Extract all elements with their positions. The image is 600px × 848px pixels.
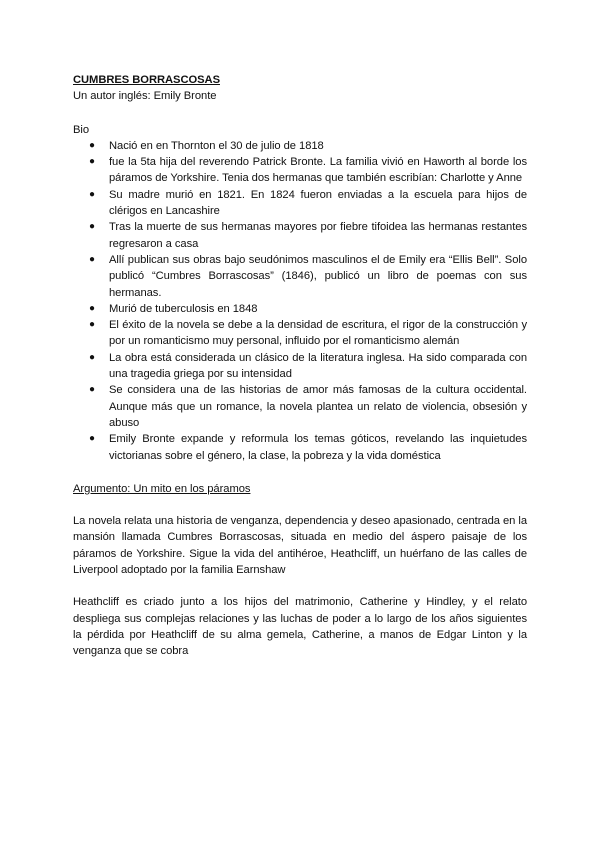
bullet-icon: ● bbox=[89, 221, 95, 233]
bio-list-item: ● El éxito de la novela se debe a la densidad de escritura, el rigor de la construcción y por un romanticismo muy personal, influido por el romanticismo alemán bbox=[89, 319, 527, 348]
argument-paragraph: Heathcliff es criado junto a los hijos del matrimonio, Catherine y Hindley, y el relato despliega sus complejas relaciones y las luchas de poder a lo largo de los años siguientes la pérdida por Heathcliff de su alma gemela, Catherine, a manos de Edgar Linton y la venganza que se cobra bbox=[73, 596, 527, 658]
bullet-icon: ● bbox=[89, 139, 95, 151]
bullet-icon: ● bbox=[89, 433, 95, 445]
bio-list-item: ● Murió de tuberculosis en 1848 bbox=[97, 301, 527, 317]
bullet-icon: ● bbox=[89, 188, 95, 200]
bullet-icon: ● bbox=[89, 319, 95, 331]
bio-list-item: ● Su madre murió en 1821. En 1824 fueron enviadas a la escuela para hijos de clérigos en Lancashire bbox=[89, 188, 527, 218]
bio-list-item: ● Emily Bronte expande y reformula los temas góticos, revelando las inquietudes victorianas sobre el género, la clase, la pobreza y la vida doméstica bbox=[89, 433, 527, 462]
bio-list-item: ● Se considera una de las historias de amor más famosas de la cultura occidental. Aunque más que un romance, la novela plantea un relato de violencia, obsesión y abuso bbox=[89, 384, 527, 429]
bullet-icon: ● bbox=[89, 351, 95, 363]
bio-label: Bio bbox=[73, 123, 90, 136]
bio-list-item: ● Tras la muerte de sus hermanas mayores por fiebre tifoidea las hermanas restantes regresaron a casa bbox=[89, 221, 527, 250]
bio-list-item: ● Allí publican sus obras bajo seudónimos masculinos el de Emily era “Ellis Bell”. Solo publicó “Cumbres Borrascosas” (1846), publicó un libro de poemas con sus hermanas. bbox=[89, 253, 527, 299]
document-title: CUMBRES BORRASCOSAS bbox=[73, 74, 220, 86]
bullet-icon: ● bbox=[89, 253, 95, 265]
bio-list bbox=[73, 138, 527, 464]
argument-heading: Argumento: Un mito en los páramos bbox=[73, 482, 251, 495]
document-subtitle: Un autor inglés: Emily Bronte bbox=[73, 90, 217, 103]
bullet-icon: ● bbox=[89, 156, 95, 168]
argument-paragraph: La novela relata una historia de venganza, dependencia y deseo apasionado, centrada en la mansión llamada Cumbres Borrascosas, situada en medio del áspero paisaje de los páramos de Yorkshire. Sigue la vida del antihéroe, Heathcliff, un huérfano de las calles de Liverpool adoptado por la familia Earnshaw bbox=[73, 515, 527, 577]
bio-list-item: ● fue la 5ta hija del reverendo Patrick Bronte. La familia vivió en Haworth al borde los páramos de Yorkshire. Tenia dos hermanas que también escribían: Charlotte y Anne bbox=[89, 156, 527, 185]
bullet-icon: ● bbox=[89, 302, 95, 314]
bio-list-item: ● La obra está considerada un clásico de la literatura inglesa. Ha sido comparada con una tragedia griega por su intensidad bbox=[89, 351, 527, 381]
bio-list-item: ● Nació en en Thornton el 30 de julio de 1818 bbox=[97, 138, 527, 154]
bullet-icon: ● bbox=[89, 384, 95, 396]
